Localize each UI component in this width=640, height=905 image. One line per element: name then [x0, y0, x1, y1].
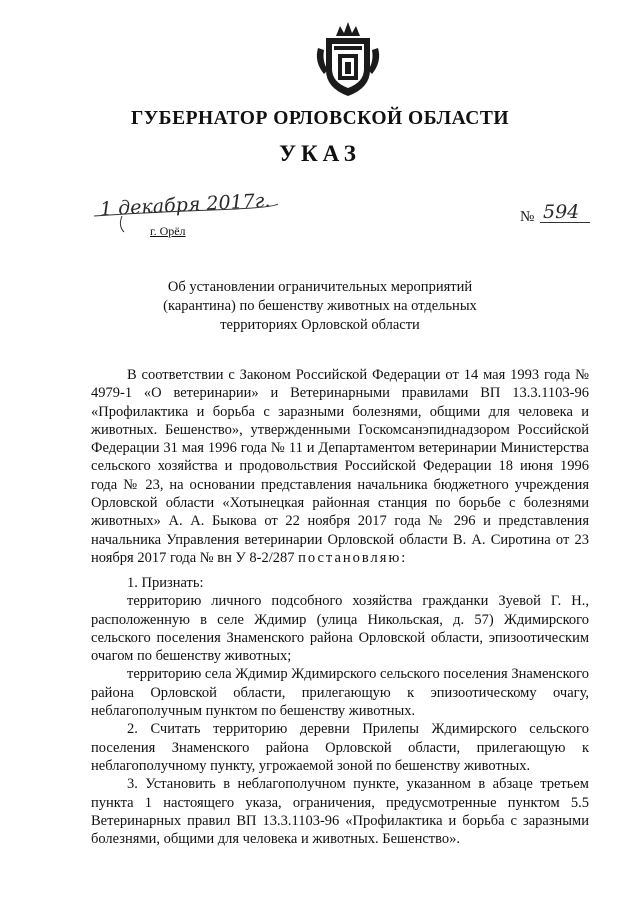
- preamble: [91, 366, 589, 567]
- decree-items: [91, 574, 589, 848]
- item-paragraph: территорию личного подсобного хозяйства гражданки Зуевой Г. Н., расположенную в селе Ждимир (улица Никольская, д. 57) Ждимирского сельского поселения Знаменского района Орловской области, эпизоотическим очагом по бешенству животных;: [91, 593, 589, 665]
- item-paragraph: территорию села Ждимир Ждимирского сельского поселения Знаменского района Орловской области, прилегающую к эпизоотическому очагу, неблагополучным пунктом по бешенству животных.: [91, 666, 589, 720]
- subject-line: территориях Орловской области: [220, 317, 420, 333]
- item-paragraph: 2. Считать территорию деревни Прилепы Ждимирского сельского поселения Знаменского района Орловской области, прилегающую к неблагополучному пункту, угрожаемой зоной по бешенству животных.: [91, 721, 589, 774]
- subject-line: Об установлении ограничительных мероприятий: [167, 279, 473, 295]
- item-paragraph: 3. Установить в неблагополучном пункте, указанном в абзаце третьем пункта 1 настоящего указа, ограничения, предусмотренные пунктом 5.5 Ветеринарных правил ВП 13.3.1103-96 «Профилактика и борьба с заразными болезнями, общими для человека и животных. Бешенство».: [91, 776, 589, 848]
- preamble-paragraph: [91, 366, 589, 567]
- number-underline: [540, 222, 590, 223]
- document-type: УКАЗ: [279, 141, 361, 166]
- preamble-text: В соответствии с Законом Российской Федерации от 14 мая 1993 года № 4979-1 «О ветеринарии» и Ветеринарными правилами ВП 13.3.1103-96 «Профилактика и борьба с заразными болезнями, общими для человека и животных. Бешенство», утвержденными Госкомсанэпиднадзором Российской Федерации 31 мая 1996 года № 11 и Департаментом ветеринарии Министерства сельского хозяйства и продовольствия Российской Федерации 18 июня 1996 года № 23, на основании представления начальника бюджетного учреждения Орловской области «Хотынецкая районная станция по борьбе с болезнями животных» А. А. Быкова от 22 ноября 2017 года № 296 и представления начальника Управления ветеринарии Орловской области В. А. Сиротина от 23 ноября 2017 года № вн У 8-2/287: [91, 367, 589, 566]
- decree-subject: [0, 278, 640, 335]
- issuer-title: ГУБЕРНАТОР ОРЛОВСКОЙ ОБЛАСТИ: [130, 108, 510, 129]
- number-label: №: [520, 209, 535, 225]
- coat-of-arms-emblem: [312, 18, 384, 98]
- handwritten-date: 1 декабря 2017г.: [99, 189, 271, 221]
- place-of-issue: г. Орёл: [150, 224, 186, 238]
- subject-line: (карантина) по бешенству животных на отдельных: [163, 298, 477, 314]
- handwritten-number: 594: [543, 201, 580, 223]
- decree-word: постановляю:: [298, 549, 408, 566]
- item-paragraph: 1. Признать:: [127, 575, 204, 591]
